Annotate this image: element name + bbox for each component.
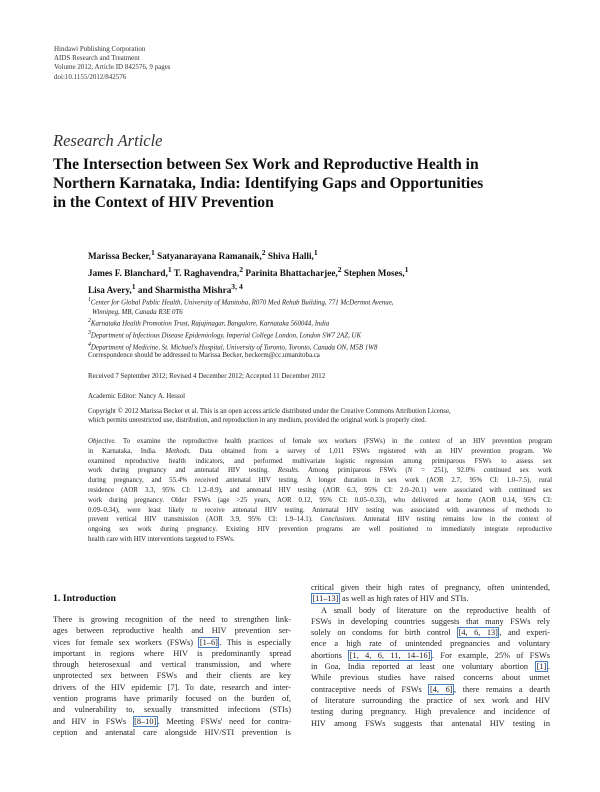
body-text: . This is especially: [219, 637, 291, 647]
body-line: FSWs in developing countries suggests that many FSWs rely: [311, 616, 550, 626]
affiliation-number: 2: [88, 318, 91, 325]
abstract-label-results: Results.: [277, 467, 300, 475]
body-line: ages between reproductive health and HIV prevention ser-: [53, 626, 291, 636]
title-line: in the Context of HIV Prevention: [53, 194, 274, 211]
abstract-label-objective: Objective.: [88, 438, 117, 445]
author-line: [88, 246, 408, 263]
body-line: [53, 637, 291, 648]
abstract-text: Among primiparous FSWs (: [299, 467, 408, 475]
citation-link[interactable]: [8–10]: [134, 716, 157, 726]
affiliation-number: 1: [88, 297, 91, 303]
citation-link[interactable]: [4, 6, 13]: [458, 628, 498, 638]
body-line: and vulnerability to, sexually transmitted infections (STIs): [53, 705, 291, 715]
affiliation-marker: 1: [167, 265, 172, 275]
abstract-line: [88, 466, 552, 476]
body-text: . For example, 25% of FSWs: [431, 650, 551, 660]
copyright-line: which permits unrestricted use, distribution, and reproduction in any medium, provided the original work is properly cited.: [88, 417, 427, 425]
affiliation-text: Karnataka Health Promotion Trust, Rajajinagar, Bangalore, Karnataka 560044, India: [90, 320, 330, 328]
correspondence-text: Correspondence should be addressed to Marissa Becker,: [88, 352, 246, 359]
affiliation-item: [88, 296, 394, 308]
author-name[interactable]: T. Raghavendra,: [171, 268, 240, 279]
paper-title: [53, 155, 553, 212]
author-line: [88, 280, 408, 297]
author-name[interactable]: James F. Blanchard,: [88, 268, 168, 279]
affiliation-marker: 3, 4: [231, 282, 243, 292]
affiliation-number: 4: [88, 341, 91, 348]
volume-info: Volume 2012, Article ID 842576, 9 pages: [54, 63, 171, 72]
author-name[interactable]: Shiva Halli,: [265, 251, 314, 262]
affiliation-item: [88, 329, 394, 341]
affiliations: [88, 296, 394, 352]
body-text: abortions: [311, 650, 349, 660]
body-line: While previous studies have raised concerns about unmet: [311, 673, 550, 683]
affiliation-item: [88, 317, 394, 329]
abstract-text: work during pregnancy and antenatal HIV testing.: [88, 467, 278, 475]
abstract-text: in Karnataka, India.: [88, 447, 166, 455]
body-text: solely on condoms for birth control: [311, 628, 458, 638]
body-text: , and experi-: [499, 628, 551, 638]
abstract: [88, 437, 552, 545]
affiliation-marker: 2: [337, 265, 342, 275]
body-line: unprotected sex between FSWs and their clients are key: [53, 671, 291, 681]
abstract-line: work during pregnancy. Older FSWs (age >25 years, AOR 0.12, 95% CI: 0.05–0.33), who delivered at home (AOR 0.14, 95% CI:: [88, 496, 552, 504]
article-type: Research Article: [53, 131, 163, 150]
body-line: [311, 593, 550, 604]
body-text: contraceptive needs of FSWs: [311, 684, 429, 694]
author-name[interactable]: Stephen Moses,: [341, 268, 405, 279]
body-text: and HIV in FSWs: [53, 716, 133, 726]
body-line: [311, 684, 550, 695]
affiliation-marker: 1: [313, 248, 318, 257]
body-line: [53, 716, 291, 727]
correspondence: [88, 352, 320, 359]
abstract-line: examined reproductive health indicators, and performed multivariate logistic regression among primiparous FSWs to assess sex: [88, 457, 552, 465]
body-line: of literature surrounding the practice of sex work and HIV: [311, 695, 550, 705]
body-line: through heterosexual and vertical transmission, and where: [53, 660, 291, 670]
abstract-text: To examine the reproductive health practices of female sex workers (FSWs) in the context of an HIV prevention program: [116, 438, 552, 445]
affiliation-marker: 1: [404, 265, 409, 275]
abstract-line: ongoing sex work during pregnancy. Existing HIV prevention programs are well positioned to immediately integrate reproductive: [88, 526, 552, 534]
abstract-line: [88, 447, 552, 457]
abstract-line: residence (AOR 3.3, 95% CI: 1.2–8.9), and antenatal HIV testing (AOR 6.3, 95% CI: 2.0–20.1) were associated with continued sex: [88, 486, 552, 494]
abstract-variable: N: [407, 467, 413, 475]
affiliation-marker: 2: [239, 265, 244, 275]
journal-publisher: Hindawi Publishing Corporation: [54, 45, 146, 53]
body-text: in Goa, India reported at least one voluntary abortion: [311, 662, 536, 672]
affiliation-marker: 1: [150, 248, 155, 257]
affiliation-marker: 1: [131, 282, 136, 292]
body-line: A small body of literature on the reproductive health of: [321, 605, 550, 615]
body-line: HIV among FSWs suggests that antenatal HIV testing in: [311, 718, 550, 728]
body-column-right: [311, 582, 550, 729]
affiliation-text: Department of Medicine, St. Michael's Hospital, University of Toronto, Toronto, Canada ON, M5B 1W8: [90, 343, 378, 351]
abstract-text: prevent vertical HIV transmission (AOR 3.9, 95% CI: 1.9–14.1).: [88, 516, 321, 524]
abstract-line: 0.09–0.34), were least likely to receive antenatal HIV testing. Antenatal HIV testing was associated with awareness of methods to: [88, 506, 552, 514]
affiliation-text: Center for Global Public Health, University of Manitoba, R070 Med Rehab Building, 771 McDermot Avenue,: [90, 299, 394, 307]
body-line: testing during pregnancy. High prevalence and incidence of: [311, 707, 550, 717]
article-dates: Received 7 September 2012; Revised 4 December 2012; Accepted 11 December 2012: [88, 373, 326, 380]
body-text: vices for female sex workers (FSWs): [53, 637, 199, 647]
body-line: [311, 661, 550, 672]
title-line: The Intersection between Sex Work and Reproductive Health in: [53, 156, 479, 173]
publisher-info: [54, 45, 171, 82]
affiliation-item: [88, 341, 394, 353]
journal-name: AIDS Research and Treatment: [54, 54, 140, 63]
abstract-line: [88, 515, 552, 525]
body-column-left: [53, 614, 291, 738]
copyright-notice: [88, 407, 552, 426]
body-line: [311, 650, 550, 661]
body-line: ception and antenatal care alongside HIV/STI prevention is: [53, 727, 291, 737]
body-text: as well as high rates of HIV and STIs.: [339, 594, 469, 604]
citation-link[interactable]: [1, 4, 6, 11, 14–16]: [349, 650, 431, 660]
affiliation-text: Department of Infectious Disease Epidemiology, Imperial College London, London SW7 2AZ, UK: [90, 332, 362, 340]
author-name[interactable]: Parinita Bhattacharjee,: [243, 268, 338, 279]
body-line: There is growing recognition of the need to strengthen link-: [53, 615, 291, 624]
abstract-text: Data obtained from a survey of 1,011 FSWs registered with an HIV prevention program. We: [190, 447, 552, 455]
abstract-line: health care with HIV interventions targeted to FSWs.: [88, 535, 235, 543]
citation-link[interactable]: [1]: [536, 662, 547, 672]
body-line: critical given their high rates of pregnancy, often unintended,: [311, 583, 550, 592]
body-line: ence a high rate of unintended pregnancies and voluntary: [311, 639, 550, 649]
citation-link[interactable]: [1–6]: [199, 637, 218, 647]
academic-editor: Academic Editor: Nancy A. Hessol: [88, 393, 186, 400]
body-text: .: [547, 662, 550, 672]
citation-link[interactable]: [4, 6]: [429, 684, 453, 694]
author-name[interactable]: Marissa Becker,: [88, 251, 151, 262]
section-heading-introduction: 1. Introduction: [53, 593, 116, 604]
copyright-line: Copyright © 2012 Marissa Becker et al. This is an open access article distributed under the Creative Commons Attribution License,: [88, 408, 451, 415]
abstract-text: Antenatal HIV testing remains low in the context of: [355, 516, 552, 524]
body-line: [311, 627, 550, 638]
title-line: Northern Karnataka, India: Identifying Gaps and Opportunities: [53, 175, 484, 192]
author-name[interactable]: Lisa Avery,: [88, 285, 132, 296]
body-text: , there remains a dearth: [454, 684, 550, 694]
abstract-label-methods: Methods.: [165, 447, 191, 455]
author-name[interactable]: and Sharmistha Mishra: [135, 285, 232, 296]
body-line: vention programs have primarily focused on the burden of,: [53, 694, 291, 704]
abstract-line: during pregnancy, and 55.4% received antenatal HIV testing. A longer duration in sex work (AOR 2.7, 95% CI: 1.0–7.5), rural: [88, 477, 552, 485]
author-name[interactable]: Satyanarayana Ramanaik,: [154, 251, 262, 262]
correspondence-email-link[interactable]: beckerm@cc.umanitoba.ca: [245, 352, 320, 359]
abstract-label-conclusions: Conclusions.: [320, 516, 356, 524]
abstract-text: = 251), 92.0% continued sex work: [412, 467, 552, 475]
abstract-line: [88, 437, 552, 447]
body-text: . Meeting FSWs' need for contra-: [157, 716, 291, 726]
author-list: [88, 246, 408, 297]
affiliation-marker: 2: [261, 248, 266, 257]
doi[interactable]: doi:10.1155/2012/842576: [54, 72, 127, 81]
affiliation-item-continued: Winnipeg, MB, Canada R3E 0T6: [92, 308, 183, 316]
body-line: important in regions where HIV is predominantly spread: [53, 648, 291, 658]
affiliation-number: 3: [88, 329, 91, 336]
author-line: [88, 263, 408, 280]
citation-link[interactable]: [11–13]: [312, 594, 339, 604]
body-line: drivers of the HIV epidemic [7]. To date, research and inter-: [53, 682, 291, 692]
